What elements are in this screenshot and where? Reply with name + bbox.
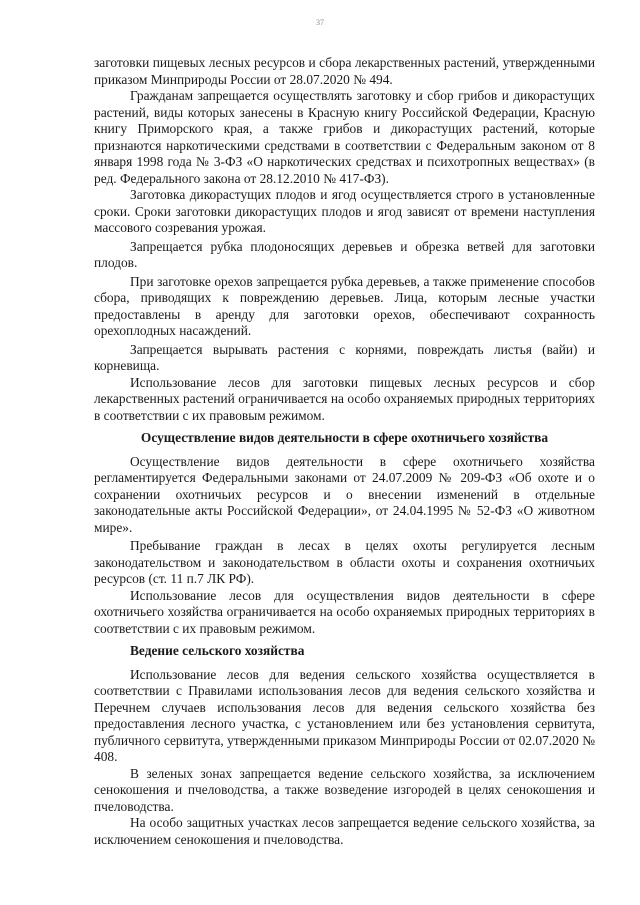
paragraph: Использование лесов для заготовки пищевых лесных ресурсов и сбор лекарственных растений ограничивается на особо охраняемых природных территориях в соответствии с их правовым режимом. — [94, 374, 595, 423]
page-number: 37 — [316, 18, 324, 27]
paragraph: Использование лесов для осуществления видов деятельности в сфере охотничьего хозяйства ограничивается на особо охраняемых природных территориях в соответствии с их правовым режимом. — [94, 587, 595, 636]
paragraph: На особо защитных участках лесов запрещается ведение сельского хозяйства, за исключением сенокошения и пчеловодства. — [94, 815, 595, 847]
section-heading-hunting: Осуществление видов деятельности в сфере охотничьего хозяйства — [140, 430, 549, 445]
paragraph: Запрещается рубка плодоносящих деревьев и обрезка ветвей для заготовки плодов. — [94, 238, 595, 270]
paragraph: Заготовка дикорастущих плодов и ягод осуществляется строго в установленные сроки. Сроки заготовки дикорастущих плодов и ягод зависят от времени наступления массового созревания урожая. — [94, 187, 595, 235]
paragraph: При заготовке орехов запрещается рубка деревьев, а также применение способов сбора, приводящих к повреждению деревьев. Лица, которым лесные участки предоставлены в аренду для заготовки орехов, обеспечивают сохранность орехоплодных насаждений. — [94, 273, 595, 338]
paragraph: Осуществление видов деятельности в сфере охотничьего хозяйства регламентируется Федеральными законами от 24.07.2009 № 209-ФЗ «Об охоте и о сохранении охотничьих ресурсов и о внесении изменений в отдельные законодательные акты Российской Федерации», от 24.04.1995 № 52-ФЗ «О животном мире». — [94, 453, 595, 535]
paragraph: Запрещается вырывать растения с корнями, повреждать листья (вайи) и корневища. — [94, 341, 595, 373]
document-body — [94, 55, 595, 848]
section-heading-agriculture: Ведение сельского хозяйства — [130, 643, 305, 658]
paragraph: В зеленых зонах запрещается ведение сельского хозяйства, за исключением сенокошения и пчеловодства, а также возведение изгородей в целях сенокошения и пчеловодства. — [94, 765, 595, 814]
paragraph: Пребывание граждан в лесах в целях охоты регулируется лесным законодательством и законодательством в области охоты и сохранения охотничьих ресурсов (ст. 11 п.7 ЛК РФ). — [94, 538, 595, 586]
paragraph: Гражданам запрещается осуществлять заготовку и сбор грибов и дикорастущих растений, виды которых занесены в Красную книгу Российской Федерации, Красную книгу Приморского края, а также грибов и дикорастущих растений, которые признаются наркотическими средствами в соответствии с Федеральным законом от 8 января 1998 года № 3-ФЗ «О наркотических средствах и психотропных веществах» (в ред. Федерального закона от 28.12.2010 № 417-ФЗ). — [94, 88, 595, 186]
paragraph: Использование лесов для ведения сельского хозяйства осуществляется в соответствии с Правилами использования лесов для ведения сельского хозяйства и Перечнем случаев использования лесов для ведения сельского хозяйства без предоставления лесного участка, с установлением или без установления сервитута, публичного сервитута, утвержденными приказом Минприроды России от 02.07.2020 № 408. — [94, 666, 595, 764]
paragraph: заготовки пищевых лесных ресурсов и сбора лекарственных растений, утвержденными приказом Минприроды России от 28.07.2020 № 494. — [94, 55, 595, 87]
